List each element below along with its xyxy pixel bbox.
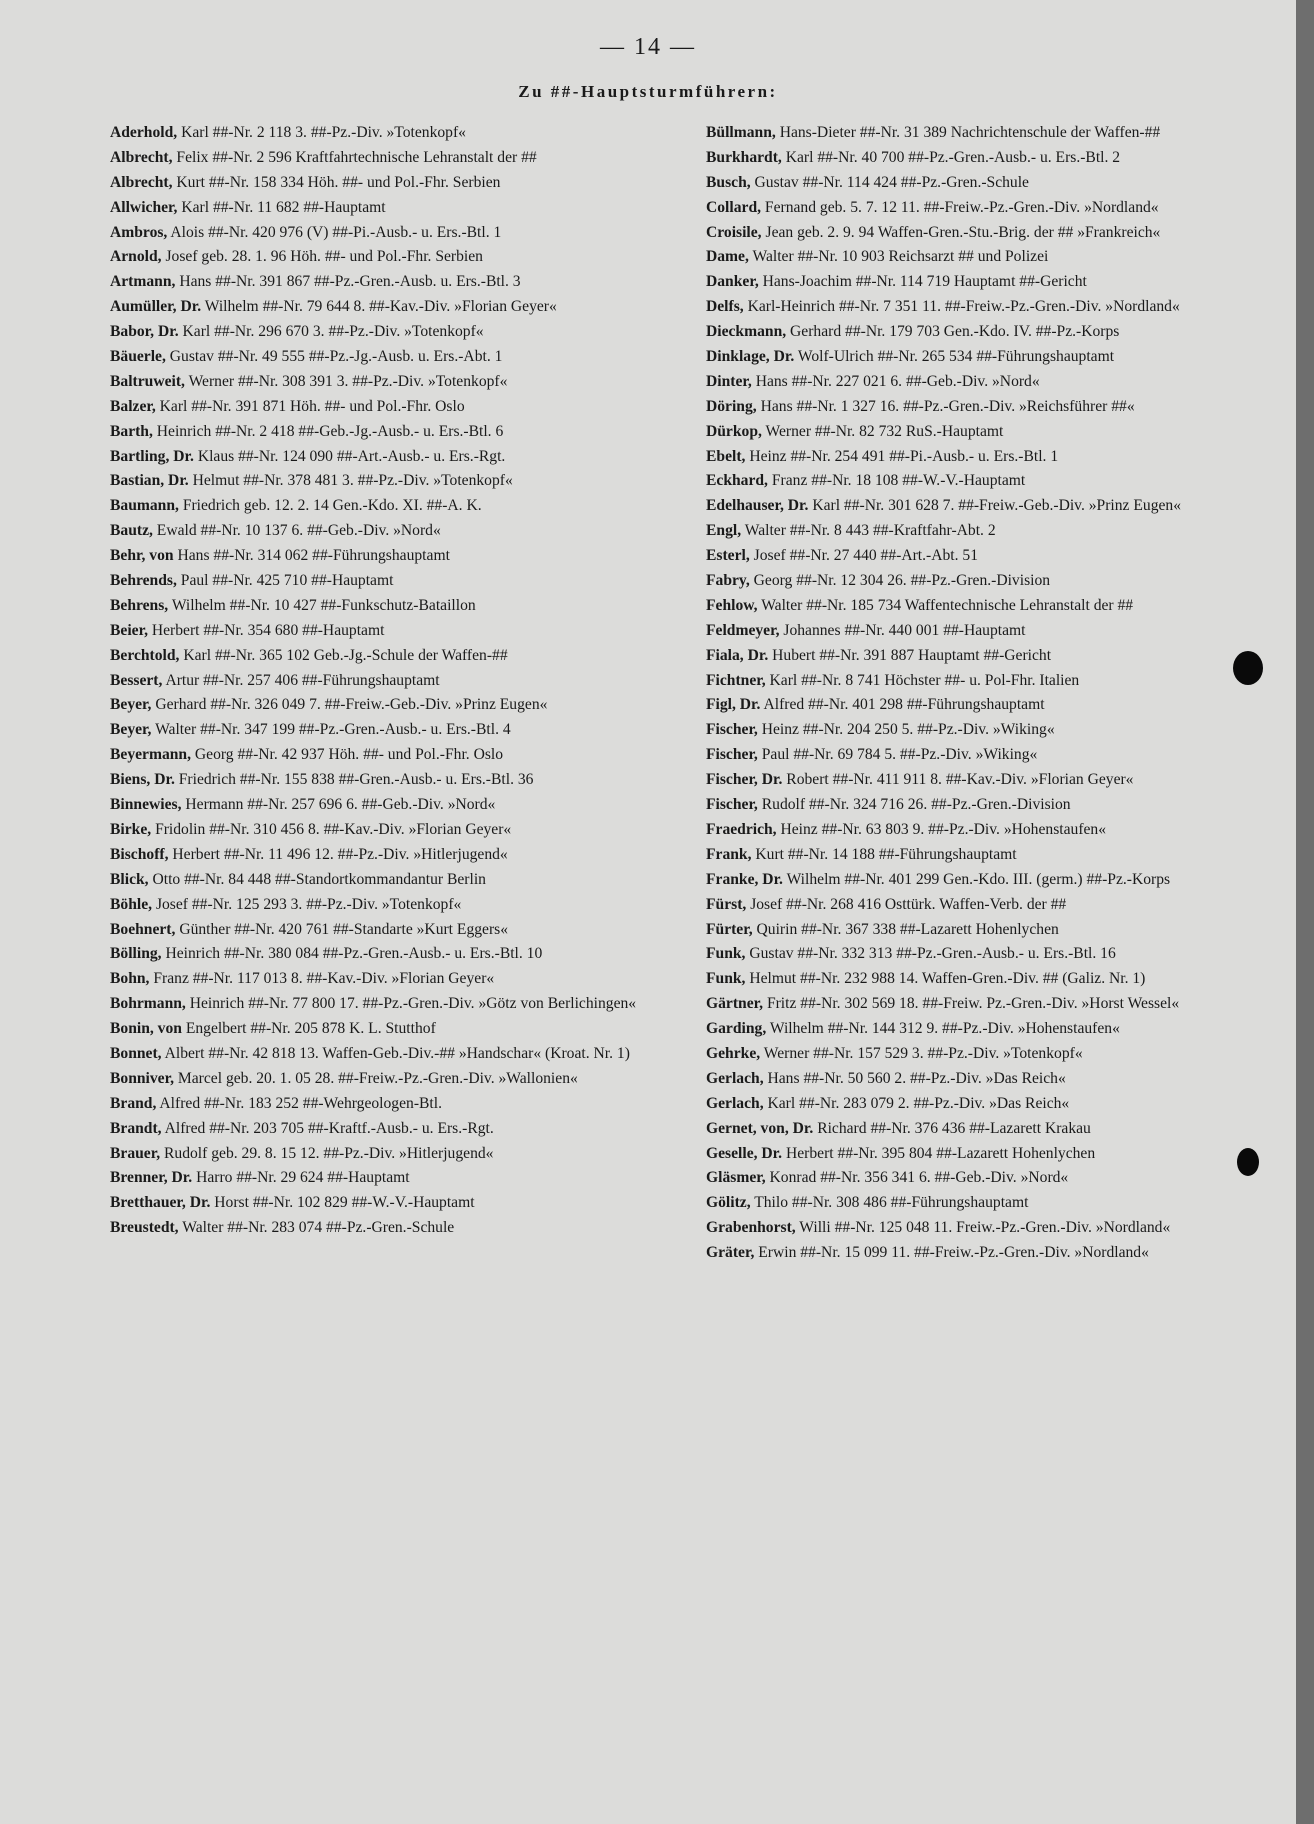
entry-details: Friedrich geb. 12. 2. 14 Gen.-Kdo. XI. ##-A. K. <box>182 497 482 515</box>
roster-entry <box>706 1191 1254 1214</box>
roster-entry <box>706 1142 1254 1165</box>
entry-surname: Figl, Dr. <box>706 696 761 714</box>
roster-entry <box>110 1117 658 1140</box>
entry-details: Karl-Heinrich ##-Nr. 7 351 11. ##-Freiw.-Pz.-Gren.-Div. »Nordland« <box>747 298 1180 316</box>
roster-entry <box>110 1067 658 1090</box>
entry-surname: Bohrmann, <box>110 995 186 1013</box>
entry-surname: Bonin, von <box>110 1020 182 1038</box>
entry-surname: Garding, <box>706 1020 767 1038</box>
entry-surname: Biens, Dr. <box>110 771 175 789</box>
roster-entry <box>110 1142 658 1165</box>
entry-surname: Albrecht, <box>110 148 173 166</box>
roster-entry <box>706 1166 1254 1189</box>
roster-entry <box>706 345 1254 368</box>
entry-details: Thilo ##-Nr. 308 486 ##-Führungshauptamt <box>754 1194 1029 1212</box>
roster-entry <box>110 370 658 393</box>
roster-entry <box>110 619 658 642</box>
entry-details: Karl ##-Nr. 8 741 Höchster ##- u. Pol-Fhr. Italien <box>769 671 1080 689</box>
entry-details: Karl ##-Nr. 301 628 7. ##-Freiw.-Geb.-Div. »Prinz Eugen« <box>812 497 1182 515</box>
entry-details: Walter ##-Nr. 8 443 ##-Kraftfahr-Abt. 2 <box>744 522 996 540</box>
entry-details: Helmut ##-Nr. 232 988 14. Waffen-Gren.-Div. ## (Galiz. Nr. 1) <box>749 970 1146 988</box>
entry-details: Gerhard ##-Nr. 326 049 7. ##-Freiw.-Geb.-Div. »Prinz Eugen« <box>155 696 548 714</box>
entry-surname: Bischoff, <box>110 845 169 863</box>
entry-surname: Bartling, Dr. <box>110 447 194 465</box>
entry-surname: Dinter, <box>706 372 752 390</box>
entry-details: Werner ##-Nr. 82 732 RuS.-Hauptamt <box>765 422 1004 440</box>
roster-entry <box>706 121 1254 144</box>
entry-details: Hans-Joachim ##-Nr. 114 719 Hauptamt ##-Gericht <box>762 273 1087 291</box>
roster-entry <box>706 868 1254 891</box>
entry-details: Paul ##-Nr. 69 784 5. ##-Pz.-Div. »Wiking« <box>761 746 1038 764</box>
entry-details: Franz ##-Nr. 117 013 8. ##-Kav.-Div. »Florian Geyer« <box>153 970 495 988</box>
entry-details: Friedrich ##-Nr. 155 838 ##-Gren.-Ausb.- u. Ers.-Btl. 36 <box>178 771 534 789</box>
roster-entry <box>110 992 658 1015</box>
roster-entry <box>706 644 1254 667</box>
roster-entry <box>110 1092 658 1115</box>
entry-surname: Beyermann, <box>110 746 191 764</box>
roster-entry <box>706 469 1254 492</box>
roster-entry <box>706 519 1254 542</box>
entry-details: Wilhelm ##-Nr. 144 312 9. ##-Pz.-Div. »Hohenstaufen« <box>769 1020 1120 1038</box>
entry-details: Gustav ##-Nr. 49 555 ##-Pz.-Jg.-Ausb. u. Ers.-Abt. 1 <box>169 348 503 366</box>
roster-entry <box>110 445 658 468</box>
punch-hole-mark <box>1233 651 1263 685</box>
roster-entry <box>110 270 658 293</box>
roster-entry <box>110 1166 658 1189</box>
roster-entry <box>706 1241 1254 1264</box>
entry-surname: Collard, <box>706 198 762 216</box>
entry-surname: Fischer, <box>706 746 758 764</box>
entry-details: Walter ##-Nr. 283 074 ##-Pz.-Gren.-Schule <box>182 1219 455 1237</box>
entry-surname: Gräter, <box>706 1244 755 1262</box>
roster-entry <box>110 171 658 194</box>
entry-details: Hans ##-Nr. 227 021 6. ##-Geb.-Div. »Nord« <box>755 372 1040 390</box>
entry-surname: Croisile, <box>706 223 762 241</box>
entry-surname: Gernet, von, Dr. <box>706 1119 814 1137</box>
entry-details: Klaus ##-Nr. 124 090 ##-Art.-Ausb.- u. Ers.-Rgt. <box>197 447 506 465</box>
roster-entry <box>706 544 1254 567</box>
roster-entry <box>706 295 1254 318</box>
entry-details: Artur ##-Nr. 257 406 ##-Führungshauptamt <box>165 671 440 689</box>
roster-entry <box>706 146 1254 169</box>
entry-details: Wilhelm ##-Nr. 79 644 8. ##-Kav.-Div. »Florian Geyer« <box>204 298 557 316</box>
roster-entry <box>706 693 1254 716</box>
entry-surname: Eckhard, <box>706 472 768 490</box>
entry-details: Karl ##-Nr. 283 079 2. ##-Pz.-Div. »Das Reich« <box>767 1094 1070 1112</box>
entry-details: Helmut ##-Nr. 378 481 3. ##-Pz.-Div. »Totenkopf« <box>192 472 513 490</box>
entry-surname: Fichtner, <box>706 671 766 689</box>
entry-details: Otto ##-Nr. 84 448 ##-Standortkommandantur Berlin <box>152 870 486 888</box>
entry-details: Albert ##-Nr. 42 818 13. Waffen-Geb.-Div.-## »Handschar« (Kroat. Nr. 1) <box>164 1044 630 1062</box>
entry-surname: Fabry, <box>706 572 750 590</box>
roster-entry <box>110 1042 658 1065</box>
roster-entry <box>110 768 658 791</box>
entry-surname: Boehnert, <box>110 920 176 938</box>
entry-details: Jean geb. 2. 9. 94 Waffen-Gren.-Stu.-Brig. der ## »Frankreich« <box>765 223 1161 241</box>
entry-surname: Babor, Dr. <box>110 323 179 341</box>
entry-details: Hans ##-Nr. 1 327 16. ##-Pz.-Gren.-Div. »Reichsführer ##« <box>760 397 1135 415</box>
entry-surname: Feldmeyer, <box>706 621 780 639</box>
entry-surname: Döring, <box>706 397 757 415</box>
entry-surname: Danker, <box>706 273 759 291</box>
entry-surname: Gölitz, <box>706 1194 751 1212</box>
entry-details: Wilhelm ##-Nr. 10 427 ##-Funkschutz-Bataillon <box>171 596 476 614</box>
roster-entry <box>110 569 658 592</box>
entry-details: Heinz ##-Nr. 204 250 5. ##-Pz.-Div. »Wiking« <box>761 721 1055 739</box>
right-column <box>706 121 1254 1266</box>
entry-surname: Gerlach, <box>706 1069 764 1087</box>
entry-surname: Albrecht, <box>110 173 173 191</box>
roster-entry <box>110 843 658 866</box>
roster-entry <box>110 918 658 941</box>
roster-entry <box>706 1092 1254 1115</box>
entry-details: Herbert ##-Nr. 11 496 12. ##-Pz.-Div. »Hitlerjugend« <box>172 845 508 863</box>
entry-surname: Funk, <box>706 945 746 963</box>
roster-entry <box>706 893 1254 916</box>
entry-details: Paul ##-Nr. 425 710 ##-Hauptamt <box>180 572 394 590</box>
entry-surname: Grabenhorst, <box>706 1219 796 1237</box>
entry-details: Georg ##-Nr. 12 304 26. ##-Pz.-Gren.-Division <box>753 572 1051 590</box>
roster-entry <box>110 1216 658 1239</box>
roster-entry <box>110 295 658 318</box>
roster-entry <box>706 843 1254 866</box>
entry-details: Karl ##-Nr. 365 102 Geb.-Jg.-Schule der Waffen-## <box>183 646 508 664</box>
entry-details: Alfred ##-Nr. 183 252 ##-Wehrgeologen-Btl. <box>159 1094 442 1112</box>
roster-entry <box>110 818 658 841</box>
entry-details: Hans ##-Nr. 314 062 ##-Führungshauptamt <box>177 547 450 565</box>
entry-surname: Bölling, <box>110 945 162 963</box>
entry-surname: Bonnet, <box>110 1044 162 1062</box>
entry-surname: Brauer, <box>110 1144 161 1162</box>
roster-entry <box>706 395 1254 418</box>
entry-surname: Fürter, <box>706 920 753 938</box>
entry-surname: Fraedrich, <box>706 820 777 838</box>
entry-details: Heinrich ##-Nr. 380 084 ##-Pz.-Gren.-Ausb.- u. Ers.-Btl. 10 <box>165 945 543 963</box>
roster-entry <box>706 1042 1254 1065</box>
entry-details: Heinz ##-Nr. 254 491 ##-Pi.-Ausb.- u. Ers.-Btl. 1 <box>749 447 1059 465</box>
entry-surname: Fürst, <box>706 895 747 913</box>
roster-entry <box>110 1017 658 1040</box>
entry-details: Fritz ##-Nr. 302 569 18. ##-Freiw. Pz.-Gren.-Div. »Horst Wessel« <box>766 995 1180 1013</box>
roster-entry <box>110 893 658 916</box>
entry-surname: Artmann, <box>110 273 176 291</box>
roster-entry <box>706 1017 1254 1040</box>
entry-surname: Aderhold, <box>110 124 178 141</box>
roster-entry <box>706 320 1254 343</box>
entry-surname: Beyer, <box>110 696 152 714</box>
roster-entry <box>110 519 658 542</box>
roster-entry <box>706 270 1254 293</box>
entry-surname: Busch, <box>706 173 751 191</box>
entry-details: Gustav ##-Nr. 332 313 ##-Pz.-Gren.-Ausb.- u. Ers.-Btl. 16 <box>749 945 1116 963</box>
entry-details: Alfred ##-Nr. 401 298 ##-Führungshauptamt <box>763 696 1045 714</box>
entry-details: Heinrich ##-Nr. 77 800 17. ##-Pz.-Gren.-Div. »Götz von Berlichingen« <box>189 995 637 1013</box>
roster-entry <box>110 221 658 244</box>
entry-details: Engelbert ##-Nr. 205 878 K. L. Stutthof <box>185 1020 436 1038</box>
roster-entry <box>110 544 658 567</box>
entry-details: Willi ##-Nr. 125 048 11. Freiw.-Pz.-Gren.-Div. »Nordland« <box>799 1219 1171 1237</box>
roster-entry <box>706 171 1254 194</box>
roster-entry <box>706 967 1254 990</box>
entry-details: Ewald ##-Nr. 10 137 6. ##-Geb.-Div. »Nord« <box>156 522 441 540</box>
entry-surname: Brenner, Dr. <box>110 1169 193 1187</box>
entry-details: Hans-Dieter ##-Nr. 31 389 Nachrichtenschule der Waffen-## <box>779 124 1161 141</box>
roster-entry <box>110 420 658 443</box>
roster-entry <box>110 967 658 990</box>
entry-surname: Gärtner, <box>706 995 764 1013</box>
entry-details: Walter ##-Nr. 10 903 Reichsarzt ## und Polizei <box>752 248 1049 266</box>
entry-details: Heinz ##-Nr. 63 803 9. ##-Pz.-Div. »Hohenstaufen« <box>780 820 1107 838</box>
roster-entry <box>706 221 1254 244</box>
entry-surname: Ambros, <box>110 223 168 241</box>
entry-details: Josef ##-Nr. 27 440 ##-Art.-Abt. 51 <box>753 547 979 565</box>
entry-surname: Behrens, <box>110 596 169 614</box>
entry-surname: Bretthauer, Dr. <box>110 1194 211 1212</box>
entry-details: Rudolf geb. 29. 8. 15 12. ##-Pz.-Div. »Hitlerjugend« <box>164 1144 494 1162</box>
entry-details: Günther ##-Nr. 420 761 ##-Standarte »Kurt Eggers« <box>179 920 509 938</box>
entry-details: Marcel geb. 20. 1. 05 28. ##-Freiw.-Pz.-Gren.-Div. »Wallonien« <box>177 1069 578 1087</box>
roster-entry <box>110 494 658 517</box>
entry-surname: Beier, <box>110 621 148 639</box>
roster-entry <box>706 942 1254 965</box>
entry-surname: Balzer, <box>110 397 156 415</box>
entry-details: Herbert ##-Nr. 395 804 ##-Lazarett Hohenlychen <box>785 1144 1096 1162</box>
entry-surname: Franke, Dr. <box>706 870 783 888</box>
entry-surname: Arnold, <box>110 248 162 266</box>
entry-details: Johannes ##-Nr. 440 001 ##-Hauptamt <box>783 621 1026 639</box>
entry-surname: Geselle, Dr. <box>706 1144 783 1162</box>
roster-entry <box>110 345 658 368</box>
entry-details: Alois ##-Nr. 420 976 (V) ##-Pi.-Ausb.- u. Ers.-Btl. 1 <box>170 223 502 241</box>
entry-surname: Frank, <box>706 845 752 863</box>
entry-details: Felix ##-Nr. 2 596 Kraftfahrtechnische Lehranstalt der ## <box>176 148 537 166</box>
entry-surname: Baltruweit, <box>110 372 185 390</box>
roster-entry <box>110 793 658 816</box>
roster-entry <box>110 1191 658 1214</box>
entry-surname: Fischer, <box>706 796 758 814</box>
entry-details: Karl ##-Nr. 11 682 ##-Hauptamt <box>181 198 386 216</box>
entry-surname: Baumann, <box>110 497 179 515</box>
entry-surname: Blick, <box>110 870 149 888</box>
entry-surname: Esterl, <box>706 547 750 565</box>
roster-entry <box>706 992 1254 1015</box>
entry-surname: Fiala, Dr. <box>706 646 769 664</box>
roster-entry <box>706 594 1254 617</box>
entry-surname: Bautz, <box>110 522 153 540</box>
roster-entry <box>110 146 658 169</box>
entry-details: Gerhard ##-Nr. 179 703 Gen.-Kdo. IV. ##-Pz.-Korps <box>790 323 1120 341</box>
roster-entry <box>110 942 658 965</box>
roster-entry <box>706 818 1254 841</box>
roster-entry <box>706 768 1254 791</box>
entry-details: Heinrich ##-Nr. 2 418 ##-Geb.-Jg.-Ausb.- u. Ers.-Btl. 6 <box>156 422 504 440</box>
entry-surname: Behr, von <box>110 547 174 565</box>
entry-details: Georg ##-Nr. 42 937 Höh. ##- und Pol.-Fhr. Oslo <box>194 746 504 764</box>
entry-details: Franz ##-Nr. 18 108 ##-W.-V.-Hauptamt <box>771 472 1026 490</box>
page-number: — 14 — <box>600 34 696 60</box>
entry-details: Konrad ##-Nr. 356 341 6. ##-Geb.-Div. »Nord« <box>769 1169 1069 1187</box>
roster-entry <box>706 569 1254 592</box>
roster-entry <box>110 868 658 891</box>
entry-details: Quirin ##-Nr. 367 338 ##-Lazarett Hohenlychen <box>756 920 1059 938</box>
roster-entry <box>706 445 1254 468</box>
entry-details: Walter ##-Nr. 185 734 Waffentechnische Lehranstalt der ## <box>761 596 1134 614</box>
entry-details: Hermann ##-Nr. 257 696 6. ##-Geb.-Div. »Nord« <box>185 796 496 814</box>
entry-surname: Bessert, <box>110 671 163 689</box>
entry-details: Josef geb. 28. 1. 96 Höh. ##- und Pol.-Fhr. Serbien <box>165 248 483 266</box>
roster-entry <box>706 1216 1254 1239</box>
entry-surname: Allwicher, <box>110 198 178 216</box>
entry-surname: Burkhardt, <box>706 148 782 166</box>
entry-surname: Bohn, <box>110 970 150 988</box>
roster-entry <box>110 594 658 617</box>
entry-details: Walter ##-Nr. 347 199 ##-Pz.-Gren.-Ausb.- u. Ers.-Btl. 4 <box>155 721 511 739</box>
entry-details: Richard ##-Nr. 376 436 ##-Lazarett Krakau <box>817 1119 1091 1137</box>
entry-surname: Dinklage, Dr. <box>706 348 795 366</box>
entry-surname: Beyer, <box>110 721 152 739</box>
entry-surname: Brand, <box>110 1094 157 1112</box>
entry-surname: Behrends, <box>110 572 177 590</box>
entry-surname: Dame, <box>706 248 749 266</box>
entry-surname: Delfs, <box>706 298 744 316</box>
entry-surname: Fehlow, <box>706 596 758 614</box>
entry-details: Herbert ##-Nr. 354 680 ##-Hauptamt <box>151 621 385 639</box>
entry-details: Josef ##-Nr. 268 416 Osttürk. Waffen-Verb. der ## <box>750 895 1067 913</box>
roster-entry <box>706 718 1254 741</box>
roster-entry <box>706 669 1254 692</box>
entry-surname: Böhle, <box>110 895 153 913</box>
section-heading: Zu ##-Hauptsturmführern: <box>518 82 778 101</box>
roster-entry <box>110 121 658 144</box>
entry-details: Harro ##-Nr. 29 624 ##-Hauptamt <box>196 1169 410 1187</box>
entry-surname: Gläsmer, <box>706 1169 766 1187</box>
entry-surname: Brandt, <box>110 1119 162 1137</box>
roster-entry <box>110 395 658 418</box>
entry-details: Werner ##-Nr. 157 529 3. ##-Pz.-Div. »Totenkopf« <box>763 1044 1083 1062</box>
entry-details: Wilhelm ##-Nr. 401 299 Gen.-Kdo. III. (germ.) ##-Pz.-Korps <box>786 870 1171 888</box>
entry-surname: Edelhauser, Dr. <box>706 497 809 515</box>
entry-surname: Fischer, Dr. <box>706 771 783 789</box>
roster-entry <box>706 370 1254 393</box>
roster-entry <box>110 320 658 343</box>
entry-details: Hans ##-Nr. 391 867 ##-Pz.-Gren.-Ausb. u. Ers.-Btl. 3 <box>179 273 521 291</box>
entry-surname: Ebelt, <box>706 447 746 465</box>
entry-details: Karl ##-Nr. 391 871 Höh. ##- und Pol.-Fhr. Oslo <box>159 397 465 415</box>
entry-details: Hans ##-Nr. 50 560 2. ##-Pz.-Div. »Das Reich« <box>767 1069 1066 1087</box>
roster-entry <box>706 494 1254 517</box>
entry-surname: Aumüller, Dr. <box>110 298 202 316</box>
entry-surname: Funk, <box>706 970 746 988</box>
roster-entry <box>706 793 1254 816</box>
entry-details: Robert ##-Nr. 411 911 8. ##-Kav.-Div. »Florian Geyer« <box>786 771 1134 789</box>
roster-entry <box>706 1067 1254 1090</box>
roster-entry <box>706 245 1254 268</box>
entry-surname: Büllmann, <box>706 124 776 141</box>
entry-details: Alfred ##-Nr. 203 705 ##-Kraftf.-Ausb.- u. Ers.-Rgt. <box>164 1119 494 1137</box>
roster-entry <box>706 1117 1254 1140</box>
left-column <box>110 121 658 1241</box>
entry-details: Wolf-Ulrich ##-Nr. 265 534 ##-Führungshauptamt <box>797 348 1115 366</box>
entry-surname: Dürkop, <box>706 422 762 440</box>
entry-details: Kurt ##-Nr. 158 334 Höh. ##- und Pol.-Fhr. Serbien <box>176 173 501 191</box>
roster-entry <box>706 196 1254 219</box>
entry-surname: Binnewies, <box>110 796 182 814</box>
roster-entry <box>706 420 1254 443</box>
entry-details: Erwin ##-Nr. 15 099 11. ##-Freiw.-Pz.-Gren.-Div. »Nordland« <box>758 1244 1149 1262</box>
roster-entry <box>706 619 1254 642</box>
entry-surname: Breustedt, <box>110 1219 179 1237</box>
roster-entry <box>706 743 1254 766</box>
roster-entry <box>110 196 658 219</box>
entry-surname: Gehrke, <box>706 1044 761 1062</box>
entry-details: Fernand geb. 5. 7. 12 11. ##-Freiw.-Pz.-Gren.-Div. »Nordland« <box>764 198 1159 216</box>
entry-details: Fridolin ##-Nr. 310 456 8. ##-Kav.-Div. »Florian Geyer« <box>155 820 512 838</box>
entry-surname: Bastian, Dr. <box>110 472 189 490</box>
entry-surname: Bonniver, <box>110 1069 174 1087</box>
roster-entry <box>110 718 658 741</box>
roster-entry <box>110 245 658 268</box>
entry-surname: Barth, <box>110 422 153 440</box>
entry-details: Kurt ##-Nr. 14 188 ##-Führungshauptamt <box>755 845 1017 863</box>
roster-entry <box>110 469 658 492</box>
roster-entry <box>110 743 658 766</box>
entry-details: Werner ##-Nr. 308 391 3. ##-Pz.-Div. »Totenkopf« <box>188 372 508 390</box>
entry-details: Horst ##-Nr. 102 829 ##-W.-V.-Hauptamt <box>214 1194 475 1212</box>
roster-entry <box>110 693 658 716</box>
entry-surname: Dieckmann, <box>706 323 787 341</box>
entry-surname: Bäuerle, <box>110 348 166 366</box>
entry-details: Karl ##-Nr. 40 700 ##-Pz.-Gren.-Ausb.- u. Ers.-Btl. 2 <box>785 148 1121 166</box>
entry-surname: Fischer, <box>706 721 758 739</box>
entry-details: Rudolf ##-Nr. 324 716 26. ##-Pz.-Gren.-Division <box>761 796 1071 814</box>
entry-details: Hubert ##-Nr. 391 887 Hauptamt ##-Gericht <box>772 646 1052 664</box>
punch-hole-mark <box>1237 1148 1259 1176</box>
entry-details: Karl ##-Nr. 2 118 3. ##-Pz.-Div. »Totenkopf« <box>181 124 466 141</box>
roster-entry <box>110 644 658 667</box>
entry-surname: Berchtold, <box>110 646 180 664</box>
entry-details: Josef ##-Nr. 125 293 3. ##-Pz.-Div. »Totenkopf« <box>155 895 462 913</box>
entry-surname: Engl, <box>706 522 742 540</box>
roster-entry <box>706 918 1254 941</box>
roster-entry <box>110 669 658 692</box>
entry-details: Karl ##-Nr. 296 670 3. ##-Pz.-Div. »Totenkopf« <box>182 323 484 341</box>
entry-surname: Gerlach, <box>706 1094 764 1112</box>
entry-surname: Birke, <box>110 820 152 838</box>
entry-details: Gustav ##-Nr. 114 424 ##-Pz.-Gren.-Schule <box>754 173 1029 191</box>
